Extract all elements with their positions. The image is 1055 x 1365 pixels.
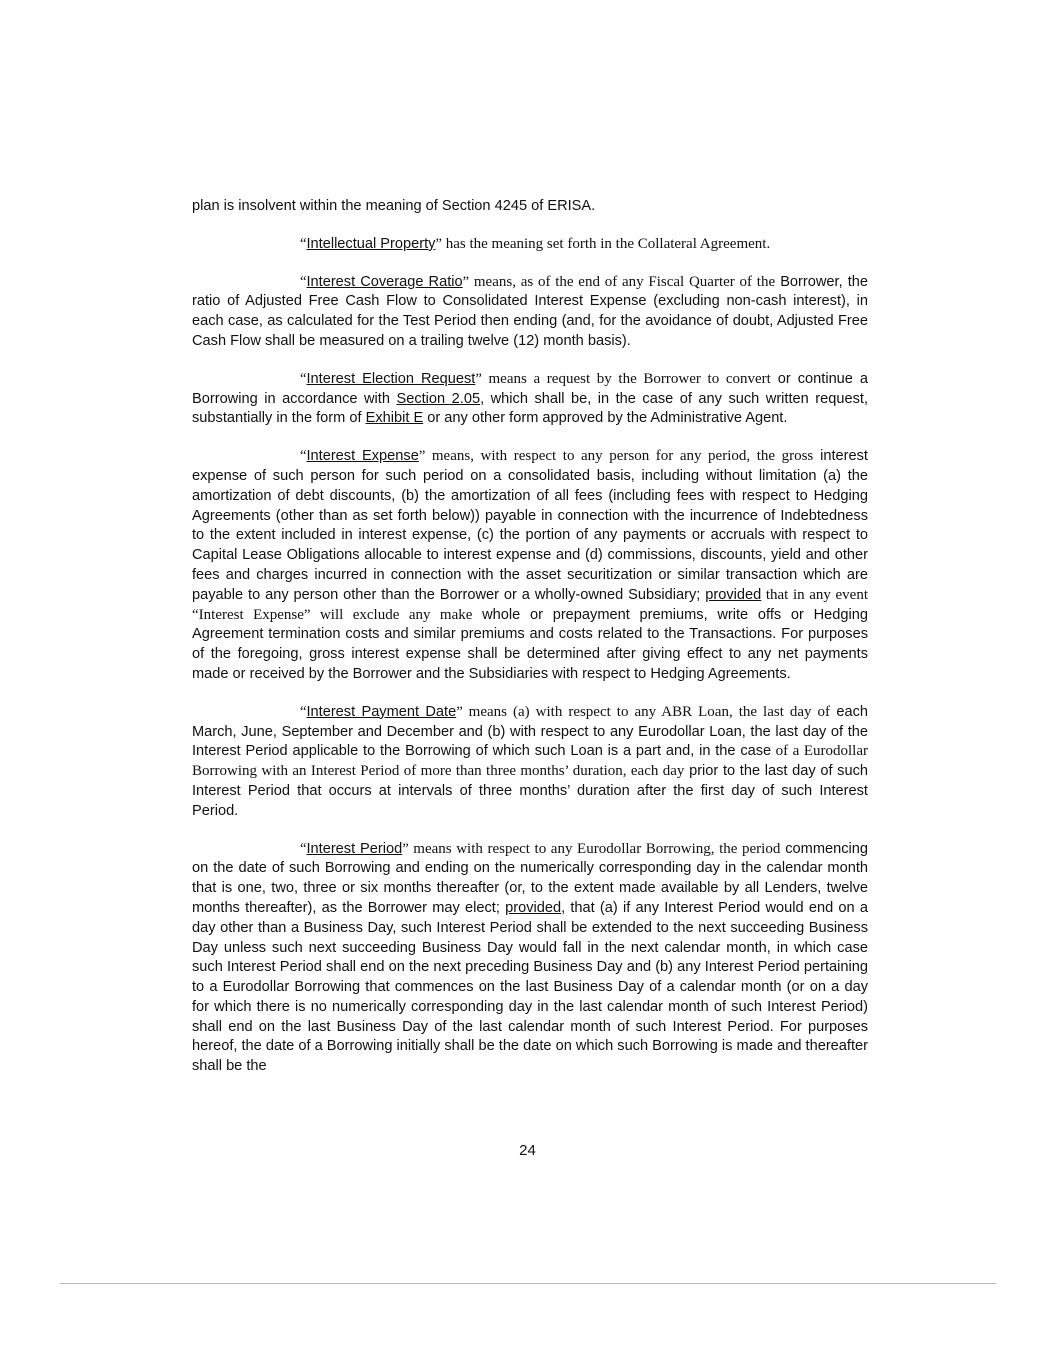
definition-text: commencing on the date of such Borrowing and ending on the numerically corresponding day in the calendar month that is one, two, three or six months thereafter (or, to the extent made available by all Lenders, twelve months thereafter), as the Borrower may elect; xyxy=(192,840,868,916)
definition-interest-payment-date xyxy=(192,703,868,822)
exhibit-reference: Exhibit E xyxy=(365,410,424,427)
open-quote: “ xyxy=(300,273,307,290)
page-divider xyxy=(60,1283,996,1284)
definition-text: Borrower, the ratio of Adjusted Free Cash Flow to Consolidated Interest Expense (excluding non-cash interest), in each case, as calculated for the Test Period then ending (and, for the avoidance of doubt, Adjusted Free Cash Flow shall be measured on a trailing twelve (12) month basis). xyxy=(192,273,868,349)
defined-term: Interest Coverage Ratio xyxy=(306,273,463,290)
section-reference: Section 2.05 xyxy=(396,390,481,407)
definition-intellectual-property xyxy=(192,235,868,255)
proviso-term: provided xyxy=(505,899,562,916)
definition-text: interest expense of such person for such period on a consolidated basis, including without limitation (a) the amortization of debt discounts, (b) the amortization of all fees (including fees with respect to Hedging Agreements (other than as set forth below)) payable in connection with the incurrence of Indebtedness to the extent included in interest expense, (c) the portion of any payments or accruals with respect to Capital Lease Obligations allocable to interest expense and (d) commissions, discounts, yield and other fees and charges incurred in connection with the asset securitization or similar transaction which are payable to any person other than the Borrower or a wholly-owned Subsidiary; xyxy=(192,448,868,603)
defined-term: Interest Election Request xyxy=(306,370,476,387)
definition-lead: means, with respect to any person for any period, the gross xyxy=(425,448,814,465)
definition-serif-clause: that in any event “Interest Expense” will exclude any make xyxy=(192,586,868,623)
close-quote: ” xyxy=(475,370,482,387)
defined-term: Interest Period xyxy=(306,840,403,857)
open-quote: “ xyxy=(300,703,307,720)
close-quote: ” xyxy=(418,448,426,465)
definition-lead: means with respect to any Eurodollar Borrowing, the period xyxy=(408,840,781,857)
defined-term: Intellectual Property xyxy=(306,235,436,252)
definition-lead: means (a) with respect to any ABR Loan, the last day of xyxy=(462,703,831,720)
close-quote: ” xyxy=(435,235,442,252)
definition-text: or any other form approved by the Administrative Agent. xyxy=(423,410,788,427)
definition-text: , which shall be, in the case of any such written request, substantially in the form of xyxy=(192,390,869,427)
close-quote: ” xyxy=(402,840,409,857)
open-quote: “ xyxy=(300,448,307,465)
definition-serif-clause: of a Eurodollar Borrowing with an Interest Period of more than three months’ duration, each day xyxy=(192,743,868,780)
definition-text: , that (a) if any Interest Period would end on a day other than a Business Day, such Interest Period shall be extended to the next succeeding Business Day unless such next succeeding Business Day would fall in the next calendar month, in which case such Interest Period shall end on the next preceding Business Day and (b) any Interest Period pertaining to a Eurodollar Borrowing that commences on the last Business Day of a calendar month (or on a day for which there is no numerically corresponding day in the last calendar month of such Interest Period) shall end on the last Business Day of the last calendar month of such Interest Period. For purposes hereof, the date of a Borrowing initially shall be the date on which such Borrowing is made and thereafter shall be the xyxy=(192,899,868,1075)
definition-lead: means a request by the Borrower to convert xyxy=(481,370,771,387)
proviso-term: provided xyxy=(705,586,762,603)
open-quote: “ xyxy=(300,840,307,857)
page-number: 24 xyxy=(519,1142,536,1159)
definition-lead: means, as of the end of any Fiscal Quarter of the xyxy=(469,273,776,290)
definition-text: whole or prepayment premiums, write offs or Hedging Agreement termination costs and similar premiums and costs related to the Transactions. For purposes of the foregoing, gross interest expense shall be determined after giving effect to any net payments made or received by the Borrower and the Subsidiaries with respect to Hedging Agreements. xyxy=(192,606,868,682)
open-quote: “ xyxy=(300,235,307,252)
close-quote: ” xyxy=(462,273,470,290)
definition-text: prior to the last day of such Interest Period that occurs at intervals of three months’ duration after the first day of such Interest Period. xyxy=(192,763,868,819)
definition-text: or continue a Borrowing in accordance with xyxy=(192,370,868,407)
definition-interest-period xyxy=(192,840,868,1078)
defined-term: Interest Expense xyxy=(306,448,419,465)
document-body xyxy=(192,197,868,1095)
definition-interest-expense xyxy=(192,447,868,685)
definition-text: each March, June, September and December and (b) with respect to any Eurodollar Loan, the last day of the Interest Period applicable to the Borrowing of which such Loan is a part and, in the case xyxy=(192,703,869,760)
definition-lead: has the meaning set forth in the Collateral Agreement. xyxy=(441,235,771,252)
open-quote: “ xyxy=(300,370,307,387)
continuation-paragraph: plan is insolvent within the meaning of Section 4245 of ERISA. xyxy=(192,198,596,214)
definition-interest-election-request xyxy=(192,370,868,429)
close-quote: ” xyxy=(456,703,463,720)
defined-term: Interest Payment Date xyxy=(306,703,457,720)
definition-interest-coverage-ratio xyxy=(192,273,868,352)
